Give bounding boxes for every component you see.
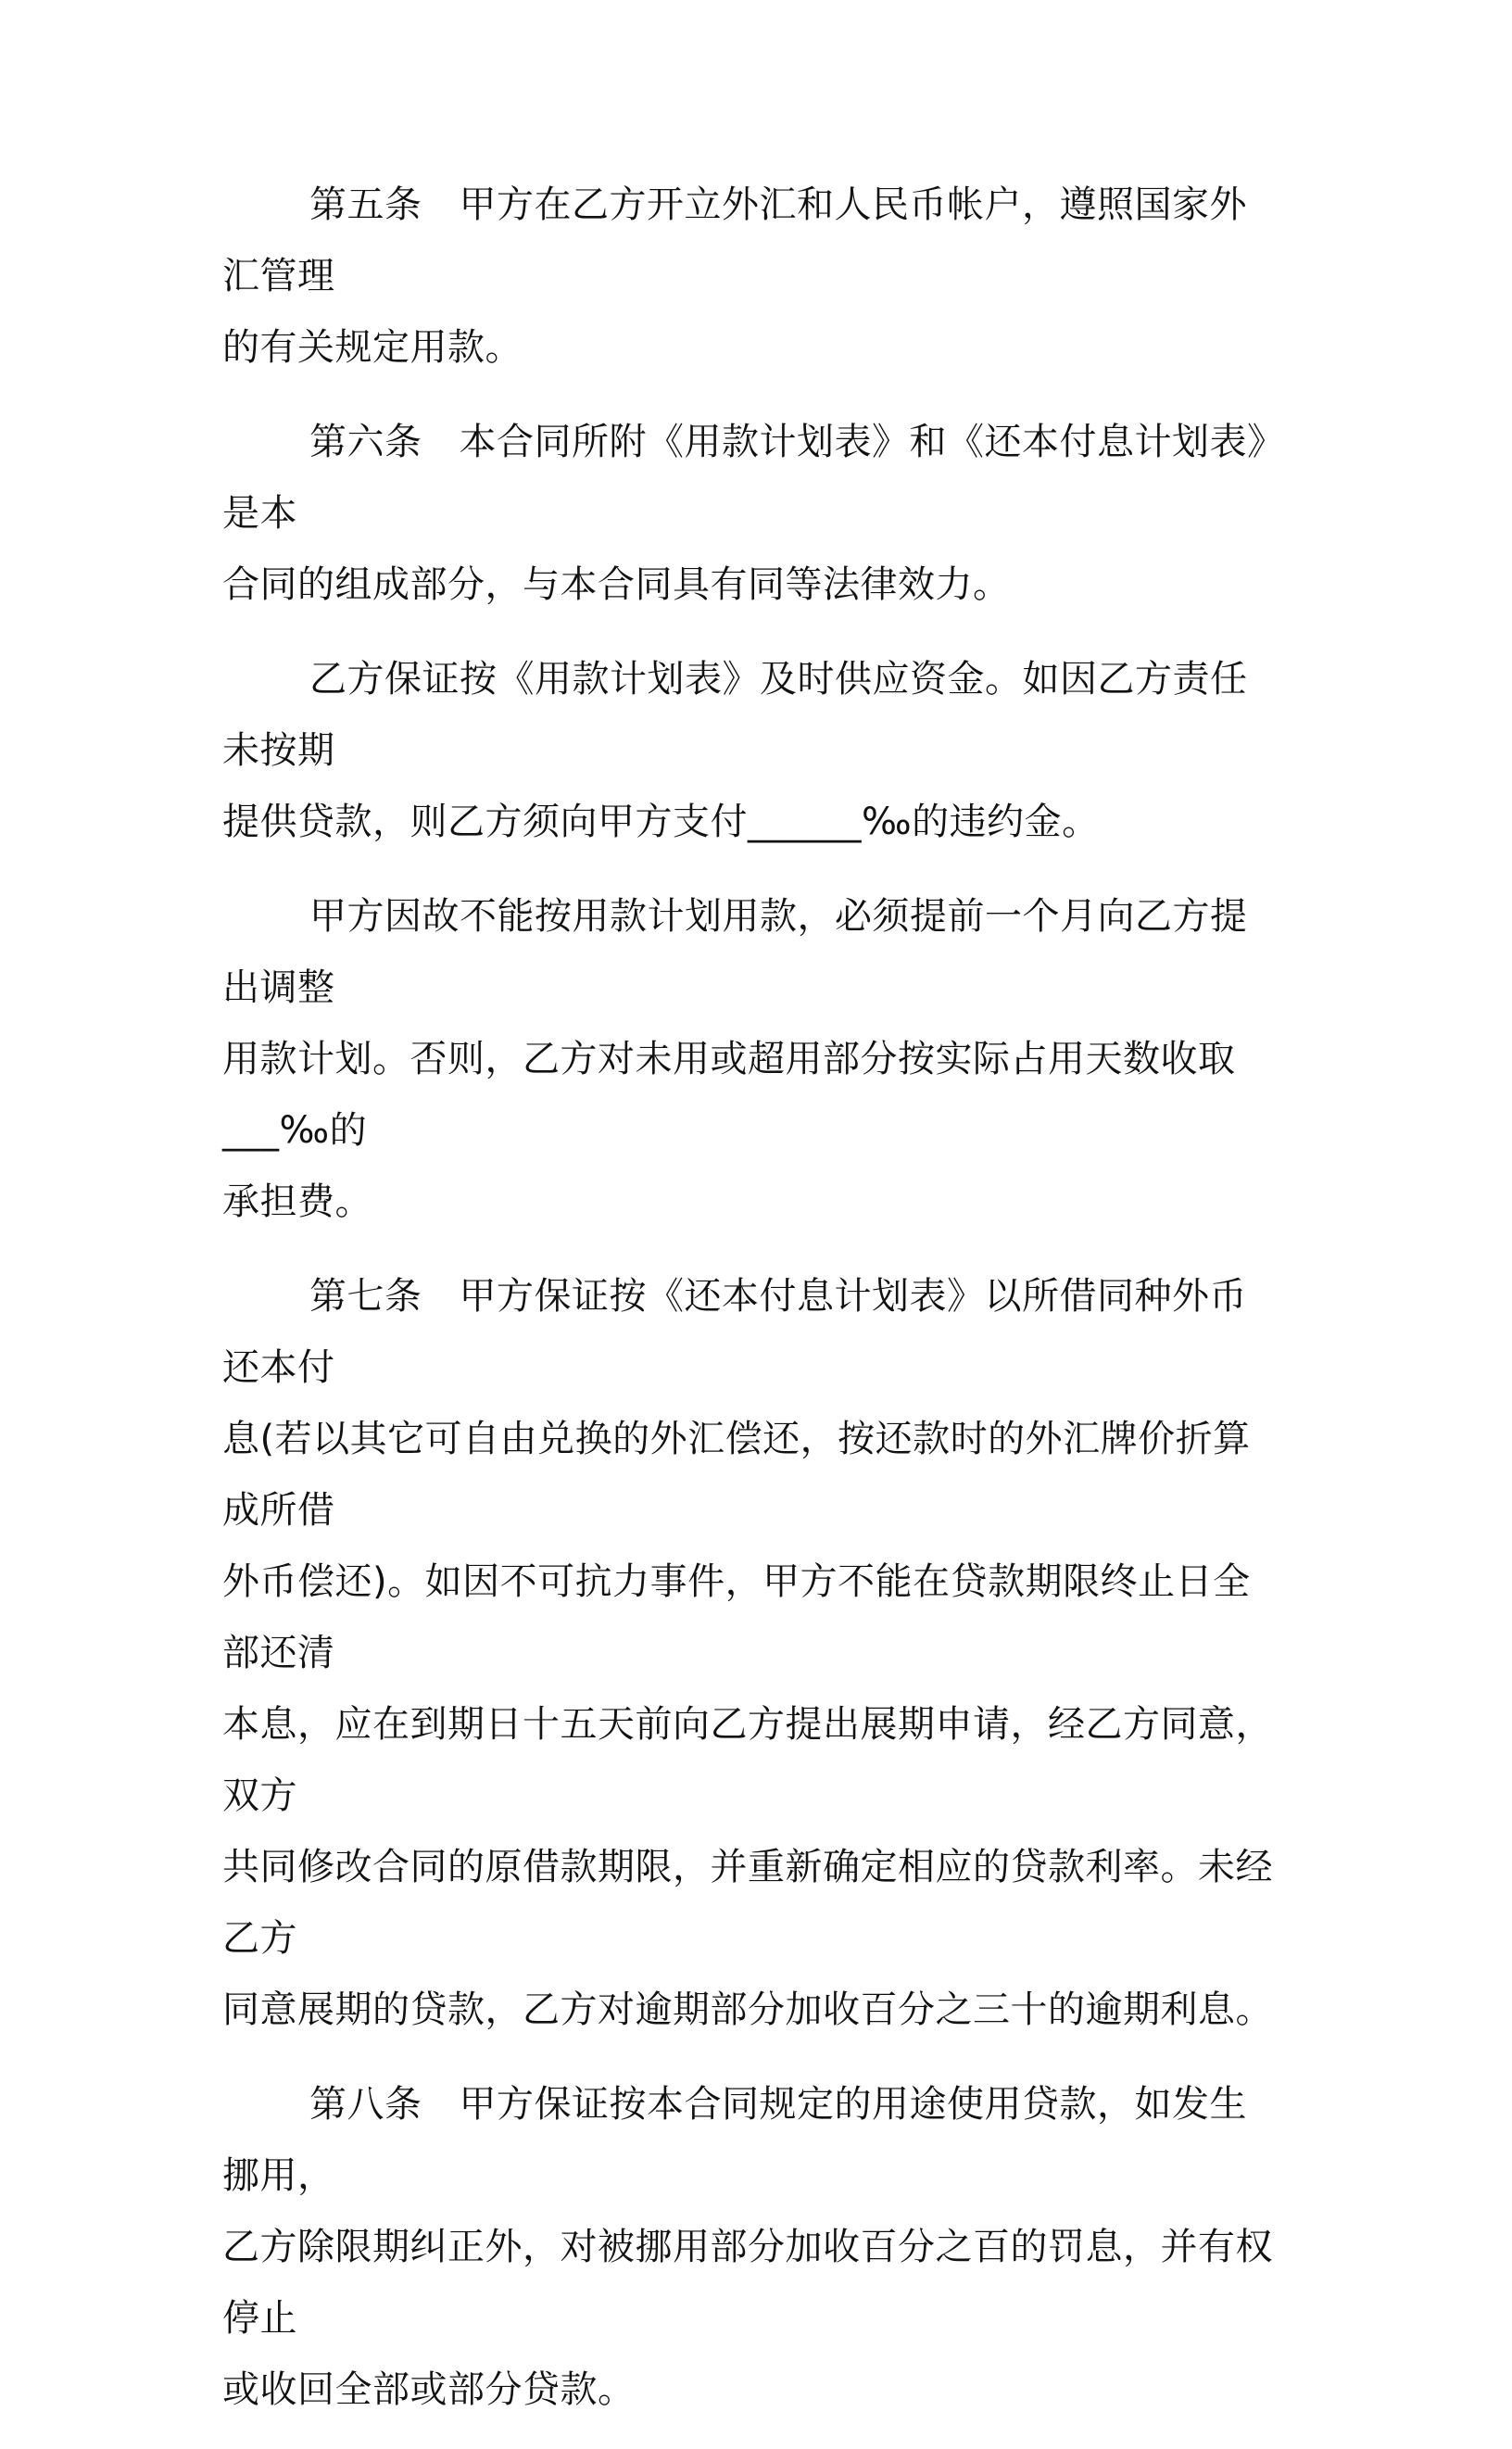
paragraph-line: 乙方除限期纠正外，对被挪用部分加收百分之百的罚息，并有权停止 [222, 2226, 1273, 2340]
paragraph-article-6 [222, 407, 1274, 621]
paragraph-plan-adjustment [222, 881, 1274, 1238]
paragraph-article-8 [222, 2069, 1274, 2426]
article-number: 第六条 [309, 421, 422, 463]
paragraph-line: 乙方保证按《用款计划表》及时供应资金。如因乙方责任未按期 [222, 658, 1248, 772]
paragraph-line: 提供贷款，则乙方须向甲方支付______‰的违约金。 [222, 801, 1100, 843]
paragraph-line: 本合同所附《用款计划表》和《还本付息计划表》是本 [222, 421, 1266, 535]
paragraph-line: 外币偿还)。如因不可抗力事件，甲方不能在贷款期限终止日全部还清 [222, 1560, 1251, 1674]
paragraph-line: 息(若以其它可自由兑换的外汇偿还，按还款时的外汇牌价折算成所借 [222, 1418, 1251, 1532]
paragraph-line: 本息，应在到期日十五天前向乙方提出展期申请，经乙方同意，双方 [222, 1703, 1273, 1817]
paragraph-line: 甲方因故不能按用款计划用款，必须提前一个月向乙方提出调整 [222, 895, 1248, 1009]
paragraph-line: 共同修改合同的原借款期限，并重新确定相应的贷款利率。未经乙方 [222, 1846, 1273, 1960]
paragraph-line: 用款计划。否则，乙方对未用或超用部分按实际占用天数收取___‰的 [222, 1038, 1236, 1152]
paragraph-line: 的有关规定用款。 [222, 326, 523, 369]
article-number: 第八条 [309, 2083, 422, 2126]
paragraph-line: 同意展期的贷款，乙方对逾期部分加收百分之三十的逾期利息。 [222, 1988, 1273, 2031]
article-number: 第七条 [309, 1275, 422, 1318]
paragraph-article-7 [222, 1261, 1274, 2046]
paragraph-line: 或收回全部或部分贷款。 [222, 2368, 636, 2411]
paragraph-article-5 [222, 170, 1274, 384]
paragraph-funding-guarantee [222, 644, 1274, 858]
paragraph-line: 甲方在乙方开立外汇和人民币帐户，遵照国家外汇管理 [222, 183, 1247, 297]
paragraph-line: 甲方保证按《还本付息计划表》以所借同种外币还本付 [222, 1275, 1247, 1389]
paragraph-line: 甲方保证按本合同规定的用途使用贷款，如发生挪用， [222, 2083, 1247, 2197]
paragraph-line: 承担费。 [222, 1180, 372, 1223]
article-number: 第五条 [309, 183, 422, 226]
document-body [222, 170, 1274, 2449]
paragraph-line: 合同的组成部分，与本合同具有同等法律效力。 [222, 563, 1011, 606]
